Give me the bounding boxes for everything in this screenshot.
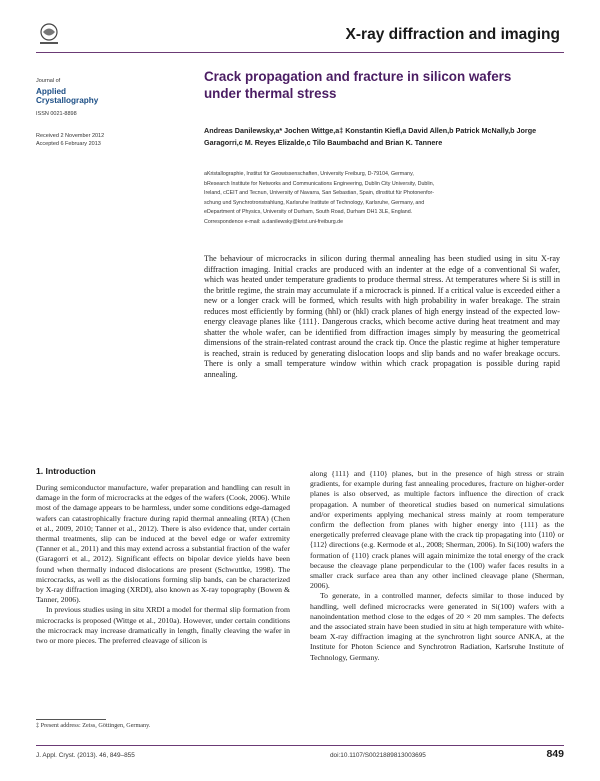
journal-block: [36, 78, 156, 149]
footnote-rule: [36, 719, 106, 720]
paragraph: To generate, in a controlled manner, defects similar to those induced by handling, well defined microcracks were generated in Si(100) wafers with a nanoindentation method close to the edges of 20 × 20 mm samples. The defects and the associated strain have been studied in situ at high temperature with white-beam X-ray diffraction imaging at the synchrotron light source ANKA, at the Institute for Photon Science and Synchrotron Radiation, Karlsruhe Institute of Technology, Germany.: [310, 591, 564, 662]
paragraph: In previous studies using in situ XRDI a model for thermal slip formation from microcracks is proposed (Wittge et al., 2010a). However, under certain conditions the microcrack may increase dramatically in length, finally cleaving the wafer in two or more pieces. The preferred cleavage of silicon is: [36, 605, 290, 646]
right-column: [310, 469, 564, 663]
doi: doi:10.1107/S0021889813003695: [330, 752, 426, 759]
author-list: Andreas Danilewsky,a* Jochen Wittge,a‡ Konstantin Kiefl,a David Allen,b Patrick McNally,b Jorge Garagorri,c M. Reyes Elizalde,c Tilo Baumbachd and Brian K. Tannere: [204, 126, 537, 147]
header-rule: [36, 52, 564, 53]
title-line1: Crack propagation and fracture in silicon wafers: [204, 69, 512, 84]
page-number: 849: [546, 748, 564, 760]
introduction-heading: 1. Introduction: [36, 466, 96, 476]
iucr-logo-icon: [36, 22, 62, 46]
citation: J. Appl. Cryst. (2013). 46, 849–855: [36, 752, 135, 759]
received-date: Received 2 November 2012: [36, 133, 105, 140]
correspondence-email: Correspondence e-mail: a.danilewsky@krist.uni-freiburg.de: [204, 218, 344, 225]
section-heading: X-ray diffraction and imaging: [345, 26, 560, 43]
footer-rule: [36, 745, 564, 746]
journal-name-line2: Crystallography: [36, 96, 99, 106]
journal-label: Journal of: [36, 78, 61, 84]
affiliations: [204, 170, 564, 228]
issn: ISSN 0021-8898: [36, 111, 77, 118]
title-line2: under thermal stress: [204, 86, 337, 101]
affiliation-line: Ireland, cCEIT and Tecnun, University of Navarra, San Sebastian, Spain, dInstitut für Photonenfor-: [204, 190, 435, 197]
article-title: [204, 68, 564, 102]
accepted-date: Accepted 6 February 2013: [36, 141, 101, 147]
affiliation-line: eDepartment of Physics, University of Durham, South Road, Durham DH1 3LE, England.: [204, 209, 413, 216]
dates: [36, 133, 156, 149]
journal-name-line1: Applied: [36, 86, 67, 96]
journal-name: [36, 87, 156, 106]
left-column: [36, 483, 290, 646]
abstract: The behaviour of microcracks in silicon during thermal annealing has been studied using in situ X-ray diffraction imaging. Initial cracks are produced with an indenter at the edge of a conventional Si wafer, which was heated under temperature gradients to produce thermal stress. At temperatures where Si is still in the brittle regime, the strain may accumulate if a microcrack is pinned. If a critical value is exceeded either a new or a longer crack will be formed, which results with high probability in wafer breakage. The strain reduces most efficiently by forming (hhl) or (hkl) crack planes of high energy instead of the expected low-energy cleavage planes like {111}. Dangerous cracks, which become active during heat treatment and may shatter the whole wafer, can be identified from diffraction images simply by measuring the geometrical dimensions of the strain-related contrast around the crack tip. Once the plastic regime at higher temperature is reached, strain is reduced by generating dislocation loops and slip bands and no wafer breakage occurs. There is only a small temperature window within which crack propagation is possible during rapid annealing.: [204, 254, 560, 380]
paragraph: along {111} and {110} planes, but in the presence of high stress or strain gradients, for example during fast annealing procedures, fracture on higher-order planes is also observed, as multiple factors influence the direction of crack propagation. A number of theoretical studies based on numerical simulations and/or experiments applying mechanical stress mainly at room temperature confirm the deflection from planes with higher energy into {111} as the energetically preferred cleavage plane with the crack tip propagating into ⟨110⟩ or ⟨112⟩ directions (e.g. Kermode et al., 2008; Sherman, 2006). In Si(100) wafers the formation of {110} crack planes will again minimize the total energy of the crack because the cleavage plane perpendicular to the (100) wafer faces results in a smaller crack surface area than any other inclined cleavage plane (Sherman, 2006).: [310, 469, 564, 591]
paragraph: During semiconductor manufacture, wafer preparation and handling can result in damage in the form of microcracks at the edges of the wafers (Cook, 2006). While most of the damage appears to be harmless, under some conditions edge-damaged wafers can catastrophically fracture during rapid thermal annealing (RTA) (Chen et al., 2009, 2010; Tanner et al., 2012). There is also evidence that, under certain thermal treatments, slip can be induced at the bevel edge or wafer extremity (Tanner et al., 2011) and this may extend across a substantial fraction of the wafer (Garagorri et al., 2012). Significant effects on bipolar device yields have been found when thermally induced dislocations are present (Schwuttke, 1998). The microcracks, as well as the dislocations forming slip bands, can be characterized by X-ray diffraction imaging (XRDI), also known as X-ray topography (Bowen & Tanner, 2006).: [36, 483, 290, 605]
affiliation-line: aKristallographie, Institut für Geowissenschaften, University Freiburg, D-79104, Germany,: [204, 171, 414, 177]
affiliation-line: schung und Synchrotronstrahlung, Karlsruhe Institute of Technology, Karlsruhe, Germany, and: [204, 199, 425, 206]
footnote: ‡ Present address: Zeiss, Göttingen, Germany.: [36, 722, 151, 729]
affiliation-line: bResearch Institute for Networks and Communications Engineering, Dublin City University, Dublin,: [204, 180, 435, 187]
